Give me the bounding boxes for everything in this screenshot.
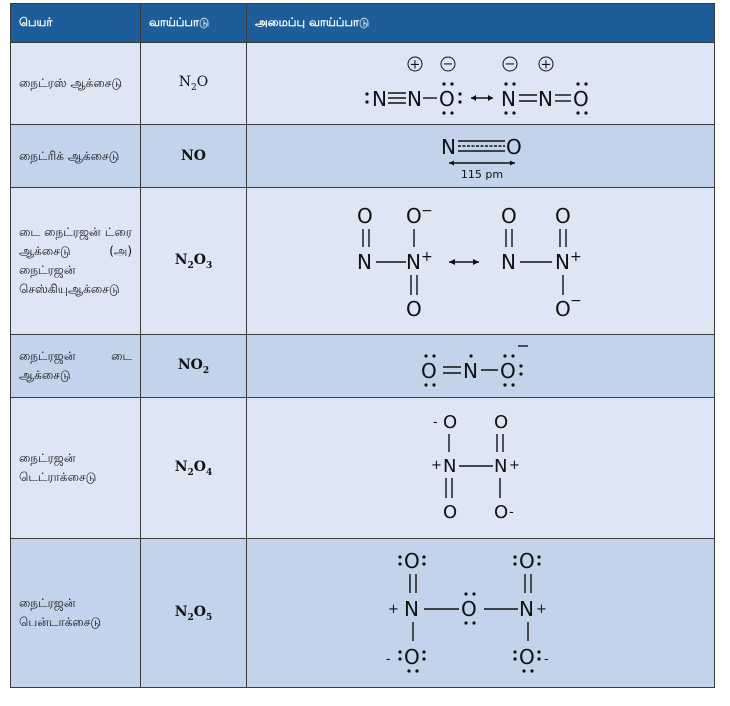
svg-text:O: O [500, 204, 517, 228]
svg-text:−: − [420, 203, 433, 219]
svg-text:O: O [554, 297, 571, 321]
header-formula: வாய்ப்பாடு [141, 4, 247, 43]
compound-formula: $N_2O_3$ [141, 188, 247, 335]
svg-text:O: O [493, 412, 508, 433]
compound-formula: $N_2O$ [141, 43, 247, 125]
svg-text:+: + [430, 458, 442, 473]
svg-text:-: - [432, 415, 438, 430]
svg-text:N: N [500, 250, 516, 274]
svg-text:115 pm: 115 pm [460, 168, 503, 181]
svg-text:−: − [442, 56, 453, 72]
structure-no [247, 125, 715, 188]
svg-text:N: N [403, 597, 419, 621]
svg-text:+: + [409, 57, 420, 72]
svg-text:O: O [356, 204, 373, 228]
header-structure: அமைப்பு வாய்ப்பாடு [247, 4, 715, 43]
svg-text:N: N [518, 597, 534, 621]
structure-n2o3 [247, 188, 715, 335]
svg-text:+: + [540, 57, 551, 72]
svg-text:O: O [420, 359, 437, 383]
svg-text:N: N [406, 86, 422, 111]
compound-name: டை நைட்ரஜன் ட்ரை ஆக்சைடு (அ) நைட்ரஜன் செஸ்கியுஆக்சைடு [11, 188, 141, 335]
structure-n2o [247, 43, 715, 125]
svg-text:−: − [569, 293, 582, 309]
svg-text:O: O [499, 359, 516, 383]
svg-text:N: N [371, 86, 387, 111]
svg-text:N: N [442, 456, 456, 477]
svg-text:O: O [405, 204, 422, 228]
svg-text:O: O [505, 135, 522, 159]
svg-text:O: O [572, 86, 589, 111]
svg-text:O: O [493, 502, 508, 523]
svg-text:O: O [554, 204, 571, 228]
compound-formula: NO [141, 125, 247, 188]
compound-name: நைட்ரஜன் டெட்ராக்சைடு [11, 398, 141, 539]
header-name: பெயர் [11, 4, 141, 43]
table-row [11, 43, 715, 125]
table-row [11, 398, 715, 539]
no2-lewis-diagram [401, 338, 561, 394]
svg-text:O: O [518, 645, 535, 669]
n2o5-lewis-diagram [366, 543, 596, 683]
svg-text:O: O [405, 297, 422, 321]
compound-formula: $N_2O_5$ [141, 539, 247, 688]
svg-text:N: N [500, 86, 516, 111]
compound-name: நைட்ரிக் ஆக்சைடு [11, 125, 141, 188]
compound-formula: $N_2O_4$ [141, 398, 247, 539]
svg-text:+: + [387, 602, 399, 617]
table-row [11, 125, 715, 188]
table-row [11, 335, 715, 398]
svg-text:O: O [442, 502, 457, 523]
nitrogen-oxides-table [10, 3, 715, 688]
svg-text:+: + [420, 249, 433, 265]
svg-text:O: O [403, 549, 420, 573]
svg-text:+: + [535, 602, 547, 617]
table-row [11, 539, 715, 688]
svg-text:N: N [405, 250, 421, 274]
n2o3-resonance-diagram [351, 197, 611, 325]
svg-text:N: N [493, 456, 507, 477]
svg-text:N: N [537, 86, 553, 111]
svg-text:O: O [460, 597, 477, 621]
compound-name: நைட்ரஜன் டை ஆக்சைடு [11, 335, 141, 398]
svg-text:N: N [554, 250, 570, 274]
svg-text:−: − [504, 56, 515, 72]
svg-text:-: - [385, 652, 391, 667]
structure-no2 [247, 335, 715, 398]
svg-text:N: N [462, 359, 478, 383]
svg-text:-: - [508, 505, 514, 520]
svg-text:O: O [403, 645, 420, 669]
n2o4-lewis-diagram [411, 406, 551, 530]
no-bond-diagram [411, 128, 551, 184]
table-row [11, 188, 715, 335]
svg-text:N: N [356, 250, 372, 274]
compound-name: நைட்ரஜன் பென்டாக்சைடு [11, 539, 141, 688]
svg-text:N: N [440, 135, 456, 159]
svg-text:+: + [508, 458, 520, 473]
compound-name: நைட்ரஸ் ஆக்சைடு [11, 43, 141, 125]
svg-text:O: O [442, 412, 457, 433]
table-header-row [11, 4, 715, 43]
structure-n2o4 [247, 398, 715, 539]
svg-text:O: O [518, 549, 535, 573]
structure-n2o5 [247, 539, 715, 688]
svg-text:+: + [569, 249, 582, 265]
compound-formula: $NO_2$ [141, 335, 247, 398]
n2o-resonance-diagram [331, 48, 631, 120]
svg-text:O: O [438, 86, 455, 111]
svg-text:-: - [543, 652, 549, 667]
